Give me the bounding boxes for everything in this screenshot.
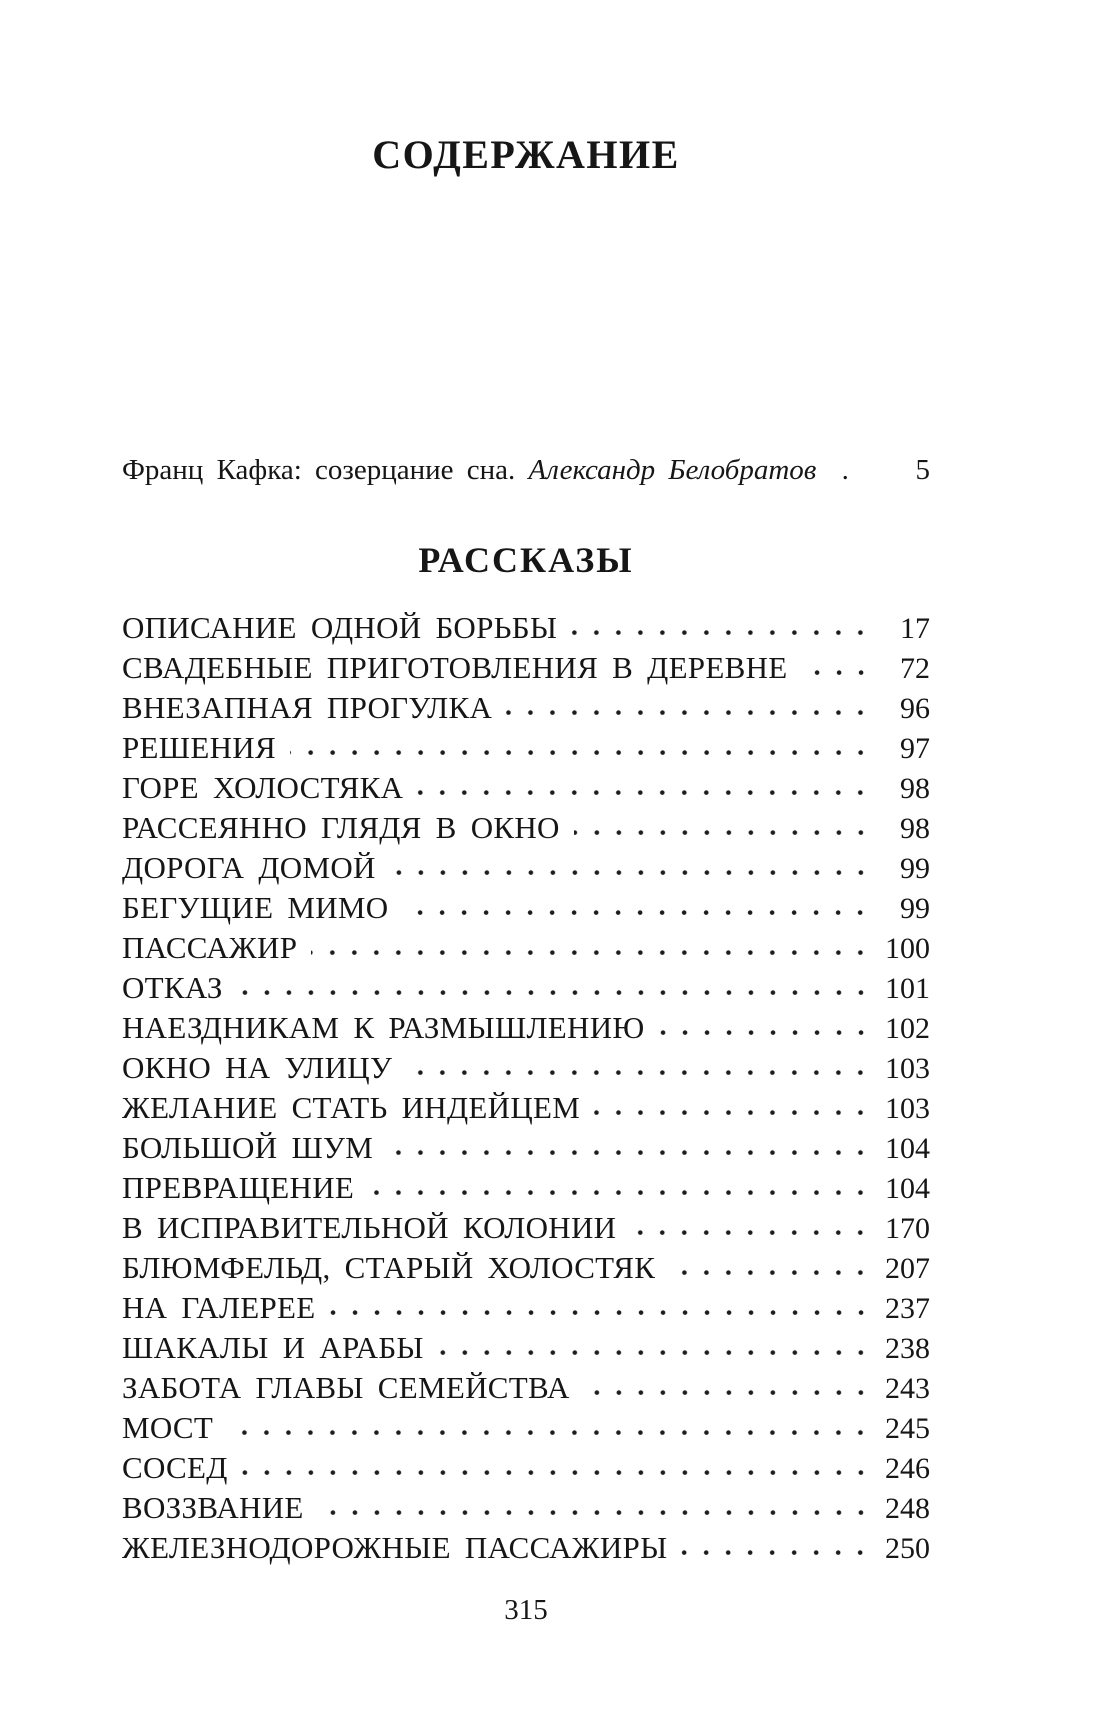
intro-entry-page-number: 5 xyxy=(915,454,930,486)
intro-entry-title xyxy=(122,450,816,490)
dot-leader xyxy=(630,1226,864,1238)
toc-entry-page-number: 96 xyxy=(900,692,930,725)
dot-leader xyxy=(290,746,864,758)
toc-entry-page-number: 243 xyxy=(885,1372,930,1405)
dot-leader xyxy=(387,1146,864,1158)
dot-leader xyxy=(406,1066,864,1078)
toc-entry xyxy=(122,1288,930,1328)
toc-entry xyxy=(122,688,930,728)
toc-entry-page-number: 99 xyxy=(900,892,930,925)
toc-list xyxy=(122,608,930,1568)
toc-entry-title: СВАДЕБНЫЕ ПРИГОТОВЛЕНИЯ В ДЕРЕВНЕ xyxy=(122,650,788,685)
dot-leader xyxy=(571,626,864,638)
toc-entry-title: В ИСПРАВИТЕЛЬНОЙ КОЛОНИИ xyxy=(122,1210,617,1245)
toc-entry-title: ПАССАЖИР xyxy=(122,930,298,965)
toc-entry xyxy=(122,1488,930,1528)
dot-leader xyxy=(438,1346,864,1358)
section-heading: РАССКАЗЫ xyxy=(418,540,634,580)
toc-entry-page-number: 104 xyxy=(885,1132,930,1165)
toc-entry-page-number: 97 xyxy=(900,732,930,765)
toc-entry-page-number: 17 xyxy=(900,612,930,645)
toc-entry-title: ВОЗЗВАНИЕ xyxy=(122,1490,304,1525)
toc-entry-title: ДОРОГА ДОМОЙ xyxy=(122,850,376,885)
toc-entry-title: ВНЕЗАПНАЯ ПРОГУЛКА xyxy=(122,690,493,725)
dot-leader xyxy=(330,1306,864,1318)
dot-leader xyxy=(402,906,864,918)
toc-entry xyxy=(122,848,930,888)
toc-entry-page-number: 101 xyxy=(885,972,930,1005)
toc-entry-title: ЖЕЛЕЗНОДОРОЖНЫЕ ПАССАЖИРЫ xyxy=(122,1530,668,1565)
dot-leader xyxy=(237,986,864,998)
toc-entry-page-number: 103 xyxy=(885,1092,930,1125)
folio-page-number: 315 xyxy=(504,1594,548,1626)
toc-entry-title: ЖЕЛАНИЕ СТАТЬ ИНДЕЙЦЕМ xyxy=(122,1090,581,1125)
toc-entry xyxy=(122,1088,930,1128)
toc-entry-page-number: 102 xyxy=(885,1012,930,1045)
toc-entry-page-number: 245 xyxy=(885,1412,930,1445)
toc-entry-title: ОТКАЗ xyxy=(122,970,223,1005)
intro-entry xyxy=(122,450,930,490)
toc-entry-title: ОПИСАНИЕ ОДНОЙ БОРЬБЫ xyxy=(122,610,558,645)
toc-entry xyxy=(122,888,930,928)
toc-entry-title: РАССЕЯННО ГЛЯДЯ В ОКНО xyxy=(122,810,560,845)
toc-entry-title: БЕГУЩИЕ МИМО xyxy=(122,890,389,925)
toc-entry xyxy=(122,928,930,968)
toc-entry xyxy=(122,1528,930,1568)
dot-leader xyxy=(227,1426,864,1438)
dot-leader xyxy=(574,826,864,838)
toc-entry-page-number: 100 xyxy=(885,932,930,965)
intro-dot-separator: . xyxy=(841,454,849,486)
toc-entry-page-number: 104 xyxy=(885,1172,930,1205)
toc-entry-page-number: 248 xyxy=(885,1492,930,1525)
toc-entry xyxy=(122,1408,930,1448)
toc-entry-title: ГОРЕ ХОЛОСТЯКА xyxy=(122,770,404,805)
toc-entry-page-number: 99 xyxy=(900,852,930,885)
toc-entry xyxy=(122,968,930,1008)
toc-entry-title: МОСТ xyxy=(122,1410,214,1445)
toc-entry xyxy=(122,648,930,688)
toc-entry-page-number: 238 xyxy=(885,1332,930,1365)
toc-entry-page-number: 72 xyxy=(900,652,930,685)
toc-entry xyxy=(122,1368,930,1408)
page-title: СОДЕРЖАНИЕ xyxy=(372,132,680,177)
dot-leader xyxy=(417,786,864,798)
toc-entry-page-number: 207 xyxy=(885,1252,930,1285)
toc-entry xyxy=(122,608,930,648)
toc-entry xyxy=(122,808,930,848)
dot-leader xyxy=(318,1506,864,1518)
dot-leader xyxy=(584,1386,864,1398)
toc-entry-title: БОЛЬШОЙ ШУМ xyxy=(122,1130,374,1165)
toc-entry-title: НА ГАЛЕРЕЕ xyxy=(122,1290,316,1325)
toc-entry-title: ЗАБОТА ГЛАВЫ СЕМЕЙСТВА xyxy=(122,1370,570,1405)
dot-leader xyxy=(242,1466,864,1478)
intro-entry-author: Александр Белобратов xyxy=(528,454,817,486)
toc-entry xyxy=(122,1168,930,1208)
toc-entry-title: НАЕЗДНИКАМ К РАЗМЫШЛЕНИЮ xyxy=(122,1010,645,1045)
toc-entry-page-number: 170 xyxy=(885,1212,930,1245)
toc-entry-title: ОКНО НА УЛИЦУ xyxy=(122,1050,393,1085)
dot-leader xyxy=(681,1546,864,1558)
toc-entry-title: ПРЕВРАЩЕНИЕ xyxy=(122,1170,355,1205)
toc-entry xyxy=(122,1328,930,1368)
dot-leader xyxy=(669,1266,864,1278)
toc-entry-title: БЛЮМФЕЛЬД, СТАРЫЙ ХОЛОСТЯК xyxy=(122,1250,656,1285)
toc-entry-title: РЕШЕНИЯ xyxy=(122,730,276,765)
toc-entry xyxy=(122,1048,930,1088)
toc-entry xyxy=(122,768,930,808)
toc-entry xyxy=(122,1128,930,1168)
toc-entry xyxy=(122,1448,930,1488)
dot-leader xyxy=(311,946,864,958)
toc-entry-page-number: 98 xyxy=(900,812,930,845)
toc-entry xyxy=(122,1208,930,1248)
toc-entry xyxy=(122,1248,930,1288)
dot-leader xyxy=(390,866,864,878)
toc-entry-page-number: 103 xyxy=(885,1052,930,1085)
dot-leader xyxy=(506,706,864,718)
intro-entry-text: Франц Кафка: созерцание сна. xyxy=(122,454,516,486)
dot-leader xyxy=(368,1186,864,1198)
toc-entry-title: ШАКАЛЫ И АРАБЫ xyxy=(122,1330,424,1365)
toc-entry-page-number: 246 xyxy=(885,1452,930,1485)
toc-entry-page-number: 250 xyxy=(885,1532,930,1565)
toc-entry-page-number: 237 xyxy=(885,1292,930,1325)
dot-leader xyxy=(594,1106,864,1118)
dot-leader xyxy=(802,666,865,678)
toc-entry-title: СОСЕД xyxy=(122,1450,228,1485)
dot-leader xyxy=(659,1026,864,1038)
toc-entry-page-number: 98 xyxy=(900,772,930,805)
toc-entry xyxy=(122,1008,930,1048)
toc-entry xyxy=(122,728,930,768)
